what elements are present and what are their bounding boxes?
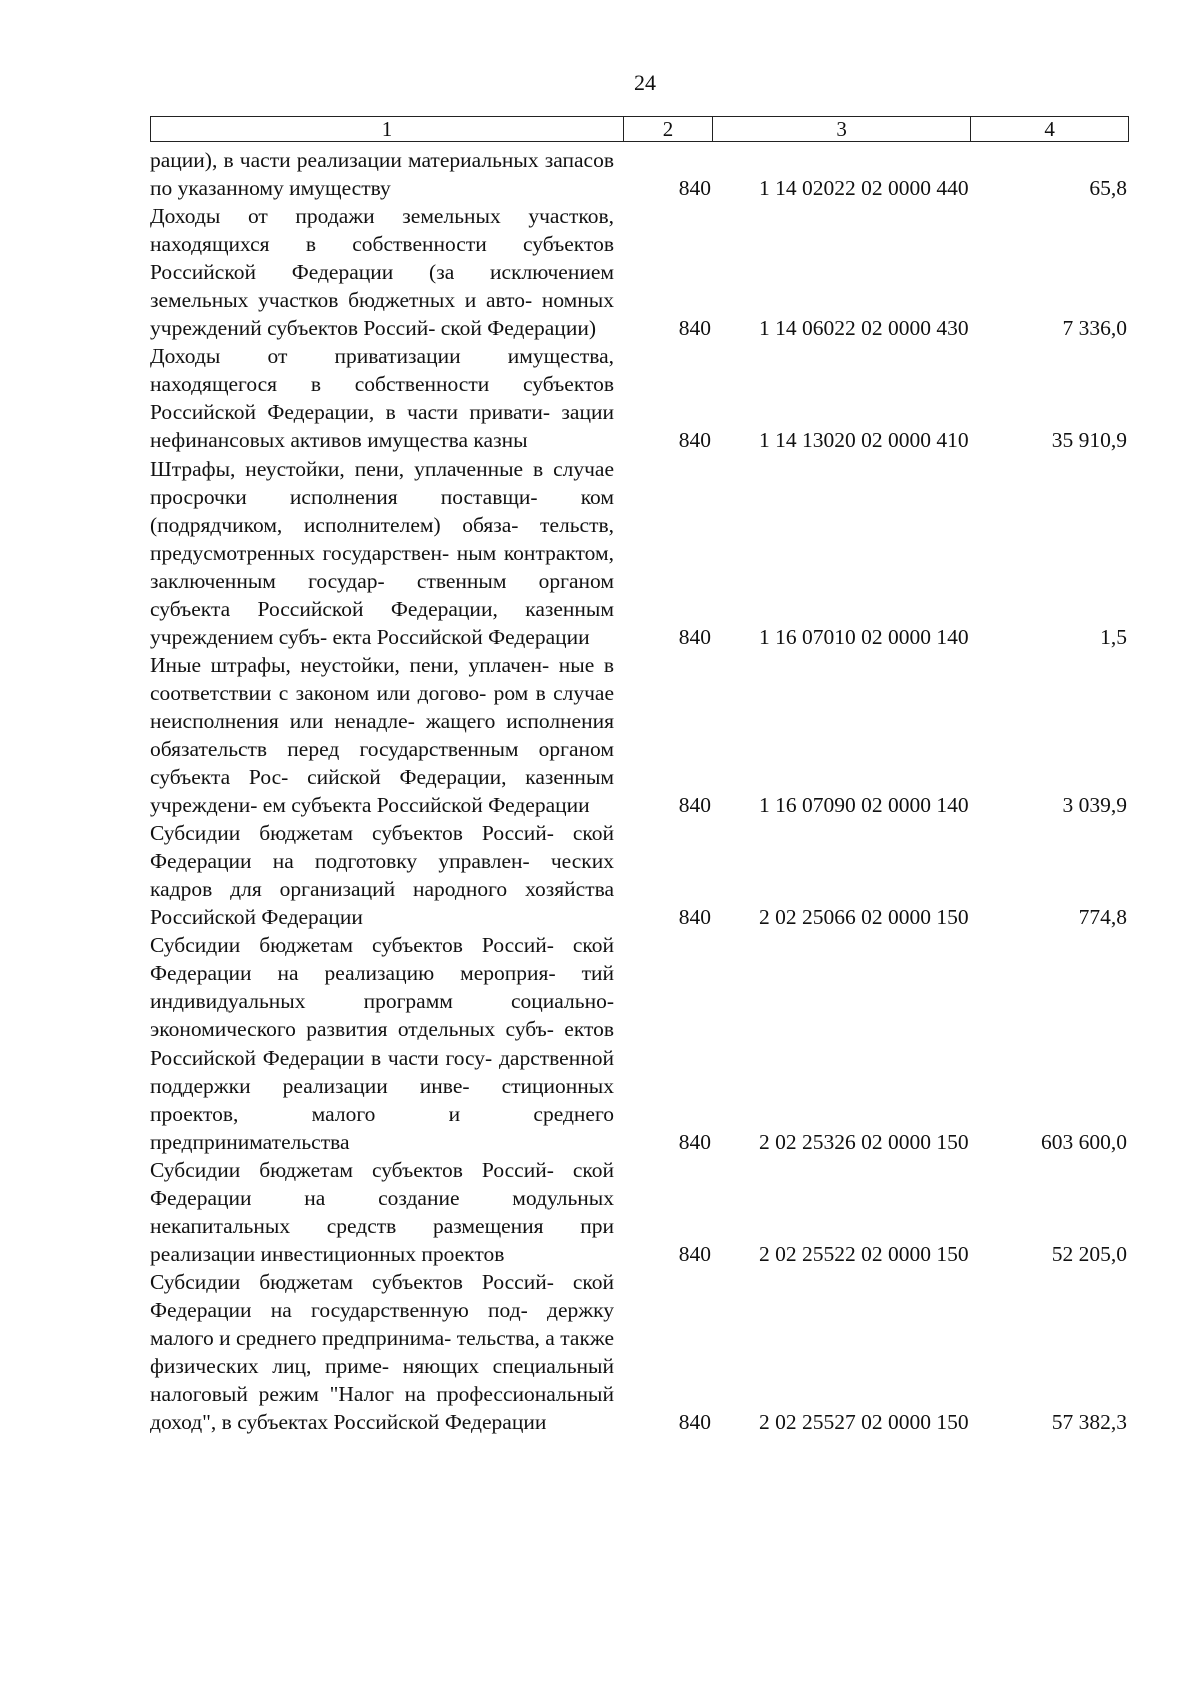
row-amount: 7 336,0 [1062, 316, 1127, 341]
row-kbk-code: 2 02 25522 02 0000 150 [759, 1241, 969, 1266]
table-body [150, 146, 1130, 1436]
row-description: рации), в части реализации материальных запасов по указанному имуществу [150, 148, 614, 201]
row-amount: 1,5 [1100, 624, 1127, 649]
table-row [150, 455, 1130, 651]
row-admin-code: 840 [678, 1129, 711, 1154]
header-col-4: 4 [1044, 117, 1055, 141]
row-description: Субсидии бюджетам субъектов Россий- ской Федерации на государственную под- держку малого и среднего предпринима- тельства, а также физических лиц, приме- няющих специальный налоговый режим "Налог на профессиональный доход", в субъектах Российской Федерации [150, 1269, 614, 1435]
row-admin-code: 840 [678, 428, 711, 453]
row-admin-code: 840 [678, 1410, 711, 1435]
row-kbk-code: 2 02 25066 02 0000 150 [759, 905, 969, 930]
table-row [150, 819, 1130, 931]
row-kbk-code: 2 02 25326 02 0000 150 [759, 1129, 969, 1154]
row-amount: 774,8 [1078, 905, 1127, 930]
row-kbk-code: 1 14 02022 02 0000 440 [759, 176, 969, 201]
row-admin-code: 840 [678, 1241, 711, 1266]
row-amount: 65,8 [1089, 176, 1127, 201]
row-description: Субсидии бюджетам субъектов Россий- ской Федерации на реализацию мероприя- тий индивидуальных программ социально- экономического развития отдельных субъ- ектов Российской Федерации в части госу- дарственной поддержки реализации инве- стиционных проектов, малого и среднего предпринимательства [150, 933, 614, 1154]
table-header [150, 116, 1129, 142]
row-kbk-code: 1 16 07090 02 0000 140 [759, 793, 969, 818]
row-description: Доходы от приватизации имущества, находящегося в собственности субъектов Российской Федерации, в части привати- зации нефинансовых активов имущества казны [150, 344, 614, 453]
table-row [150, 931, 1130, 1155]
row-description: Субсидии бюджетам субъектов Россий- ской Федерации на создание модульных некапитальных средств размещения при реализации инвестиционных проектов [150, 1157, 614, 1266]
page-number: 24 [634, 70, 656, 95]
row-admin-code: 840 [678, 793, 711, 818]
row-kbk-code: 1 14 06022 02 0000 430 [759, 316, 969, 341]
row-description: Доходы от продажи земельных участков, находящихся в собственности субъектов Российской Федерации (за исключением земельных участков бюджетных и авто- номных учреждений субъектов Россий- ской Федерации) [150, 204, 614, 341]
table-row [150, 146, 1130, 202]
row-kbk-code: 2 02 25527 02 0000 150 [759, 1410, 969, 1435]
row-description: Штрафы, неустойки, пени, уплаченные в случае просрочки исполнения поставщи- ком (подрядчиком, исполнителем) обяза- тельств, предусмотренных государствен- ным контрактом, заключенным государ- ственным органом субъекта Российской Федерации, казенным учреждением субъ- екта Российской Федерации [150, 456, 614, 649]
row-amount: 603 600,0 [1041, 1129, 1127, 1154]
header-col-1: 1 [151, 117, 624, 141]
header-col-3: 3 [713, 117, 971, 141]
table-row [150, 651, 1130, 819]
row-amount: 3 039,9 [1062, 793, 1127, 818]
row-amount: 35 910,9 [1051, 428, 1127, 453]
row-admin-code: 840 [678, 905, 711, 930]
row-admin-code: 840 [678, 624, 711, 649]
row-amount: 57 382,3 [1051, 1410, 1127, 1435]
row-admin-code: 840 [678, 176, 711, 201]
table-row [150, 1156, 1130, 1268]
row-kbk-code: 1 14 13020 02 0000 410 [759, 428, 969, 453]
table-row [150, 202, 1130, 342]
table-row [150, 342, 1130, 454]
row-admin-code: 840 [678, 316, 711, 341]
row-description: Субсидии бюджетам субъектов Россий- ской Федерации на подготовку управлен- ческих кадров для организаций народного хозяйства Российской Федерации [150, 821, 614, 930]
table-row [150, 1268, 1130, 1436]
row-amount: 52 205,0 [1051, 1241, 1127, 1266]
header-col-2: 2 [624, 117, 713, 141]
row-kbk-code: 1 16 07010 02 0000 140 [759, 624, 969, 649]
row-description: Иные штрафы, неустойки, пени, уплачен- ные в соответствии с законом или догово- ром в случае неисполнения или ненадле- жащего исполнения обязательств перед государственным органом субъекта Рос- сийской Федерации, казенным учреждени- ем субъекта Российской Федерации [150, 652, 614, 818]
